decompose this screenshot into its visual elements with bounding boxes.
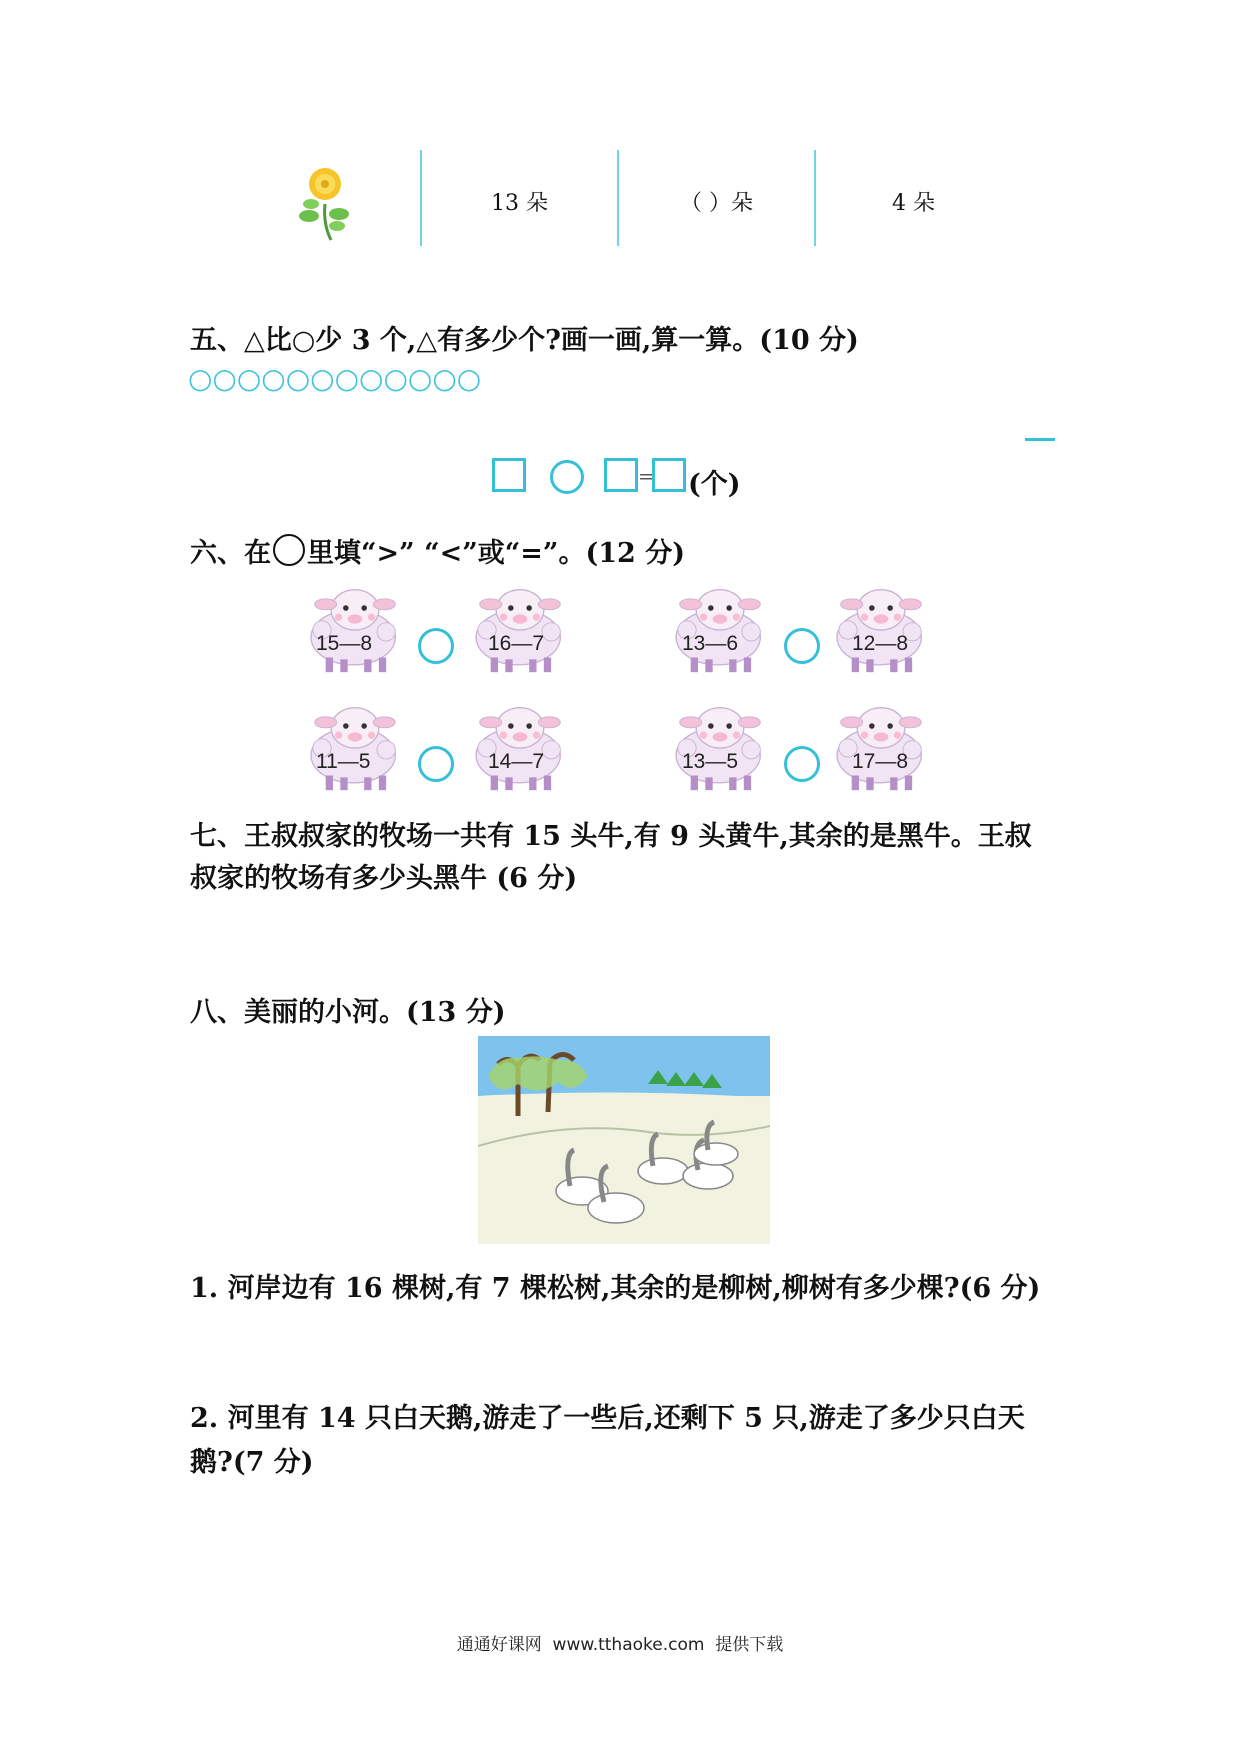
circle-row: ○○○○○○○○○○○○ [188, 362, 482, 395]
question-6-title-b: 里填“>” “<”或“=”。(12 分) [307, 538, 685, 569]
inline-circle-icon [273, 534, 305, 566]
unit-label: (个) [688, 469, 741, 500]
sheep-icon [665, 698, 775, 798]
answer-box-2[interactable] [604, 458, 638, 492]
cell-4: 4 朵 [892, 191, 935, 216]
expression-right: 17—8 [852, 750, 909, 773]
sheep-icon [826, 698, 936, 798]
sheep-icon [465, 580, 575, 680]
expression-left: 13—5 [682, 750, 739, 773]
question-8-sub1: 1. 河岸边有 16 棵树,有 7 棵松树,其余的是柳树,柳树有多少棵?(6 分) [190, 1273, 1041, 1304]
expression-left: 11—5 [316, 750, 371, 773]
expression-right: 14—7 [488, 750, 545, 773]
compare-circle[interactable] [418, 746, 454, 782]
expression-right: 16—7 [488, 632, 545, 655]
sheep-icon [300, 580, 410, 680]
answer-box-1[interactable] [492, 458, 526, 492]
expression-left: 15—8 [316, 632, 373, 655]
question-8-sub2-line2: 鹅?(7 分) [190, 1447, 314, 1478]
operator-circle[interactable] [550, 460, 584, 494]
question-6-title-a: 六、在 [190, 538, 271, 569]
compare-circle[interactable] [784, 746, 820, 782]
footer-text: 通通好课网 www.tthaoke.com 提供下载 [456, 1635, 784, 1655]
equals-sign: = [638, 464, 655, 488]
question-7-line2: 叔家的牧场有多少头黑牛 (6 分) [190, 863, 578, 894]
cell-blank[interactable]: （ ）朵 [680, 191, 753, 216]
sheep-icon [826, 580, 936, 680]
question-5-title: 五、△比○少 3 个,△有多少个?画一画,算一算。(10 分) [190, 325, 859, 356]
question-8-title: 八、美丽的小河。(13 分) [190, 997, 506, 1028]
sheep-icon [465, 698, 575, 798]
answer-box-3[interactable] [652, 458, 686, 492]
river-swan-scene [478, 1036, 770, 1244]
flower-icon [295, 164, 355, 244]
question-7-line1: 七、王叔叔家的牧场一共有 15 头牛,有 9 头黄牛,其余的是黑牛。王叔 [190, 821, 1032, 852]
question-6-title [190, 531, 685, 570]
short-line [1025, 438, 1055, 441]
expression-right: 12—8 [852, 632, 909, 655]
cell-13: 13 朵 [491, 191, 548, 216]
flower-table [250, 140, 990, 250]
sheep-icon [300, 698, 410, 798]
expression-left: 13—6 [682, 632, 739, 655]
compare-circle[interactable] [418, 628, 454, 664]
sheep-icon [665, 580, 775, 680]
compare-circle[interactable] [784, 628, 820, 664]
question-8-sub2-line1: 2. 河里有 14 只白天鹅,游走了一些后,还剩下 5 只,游走了多少只白天 [190, 1403, 1025, 1434]
